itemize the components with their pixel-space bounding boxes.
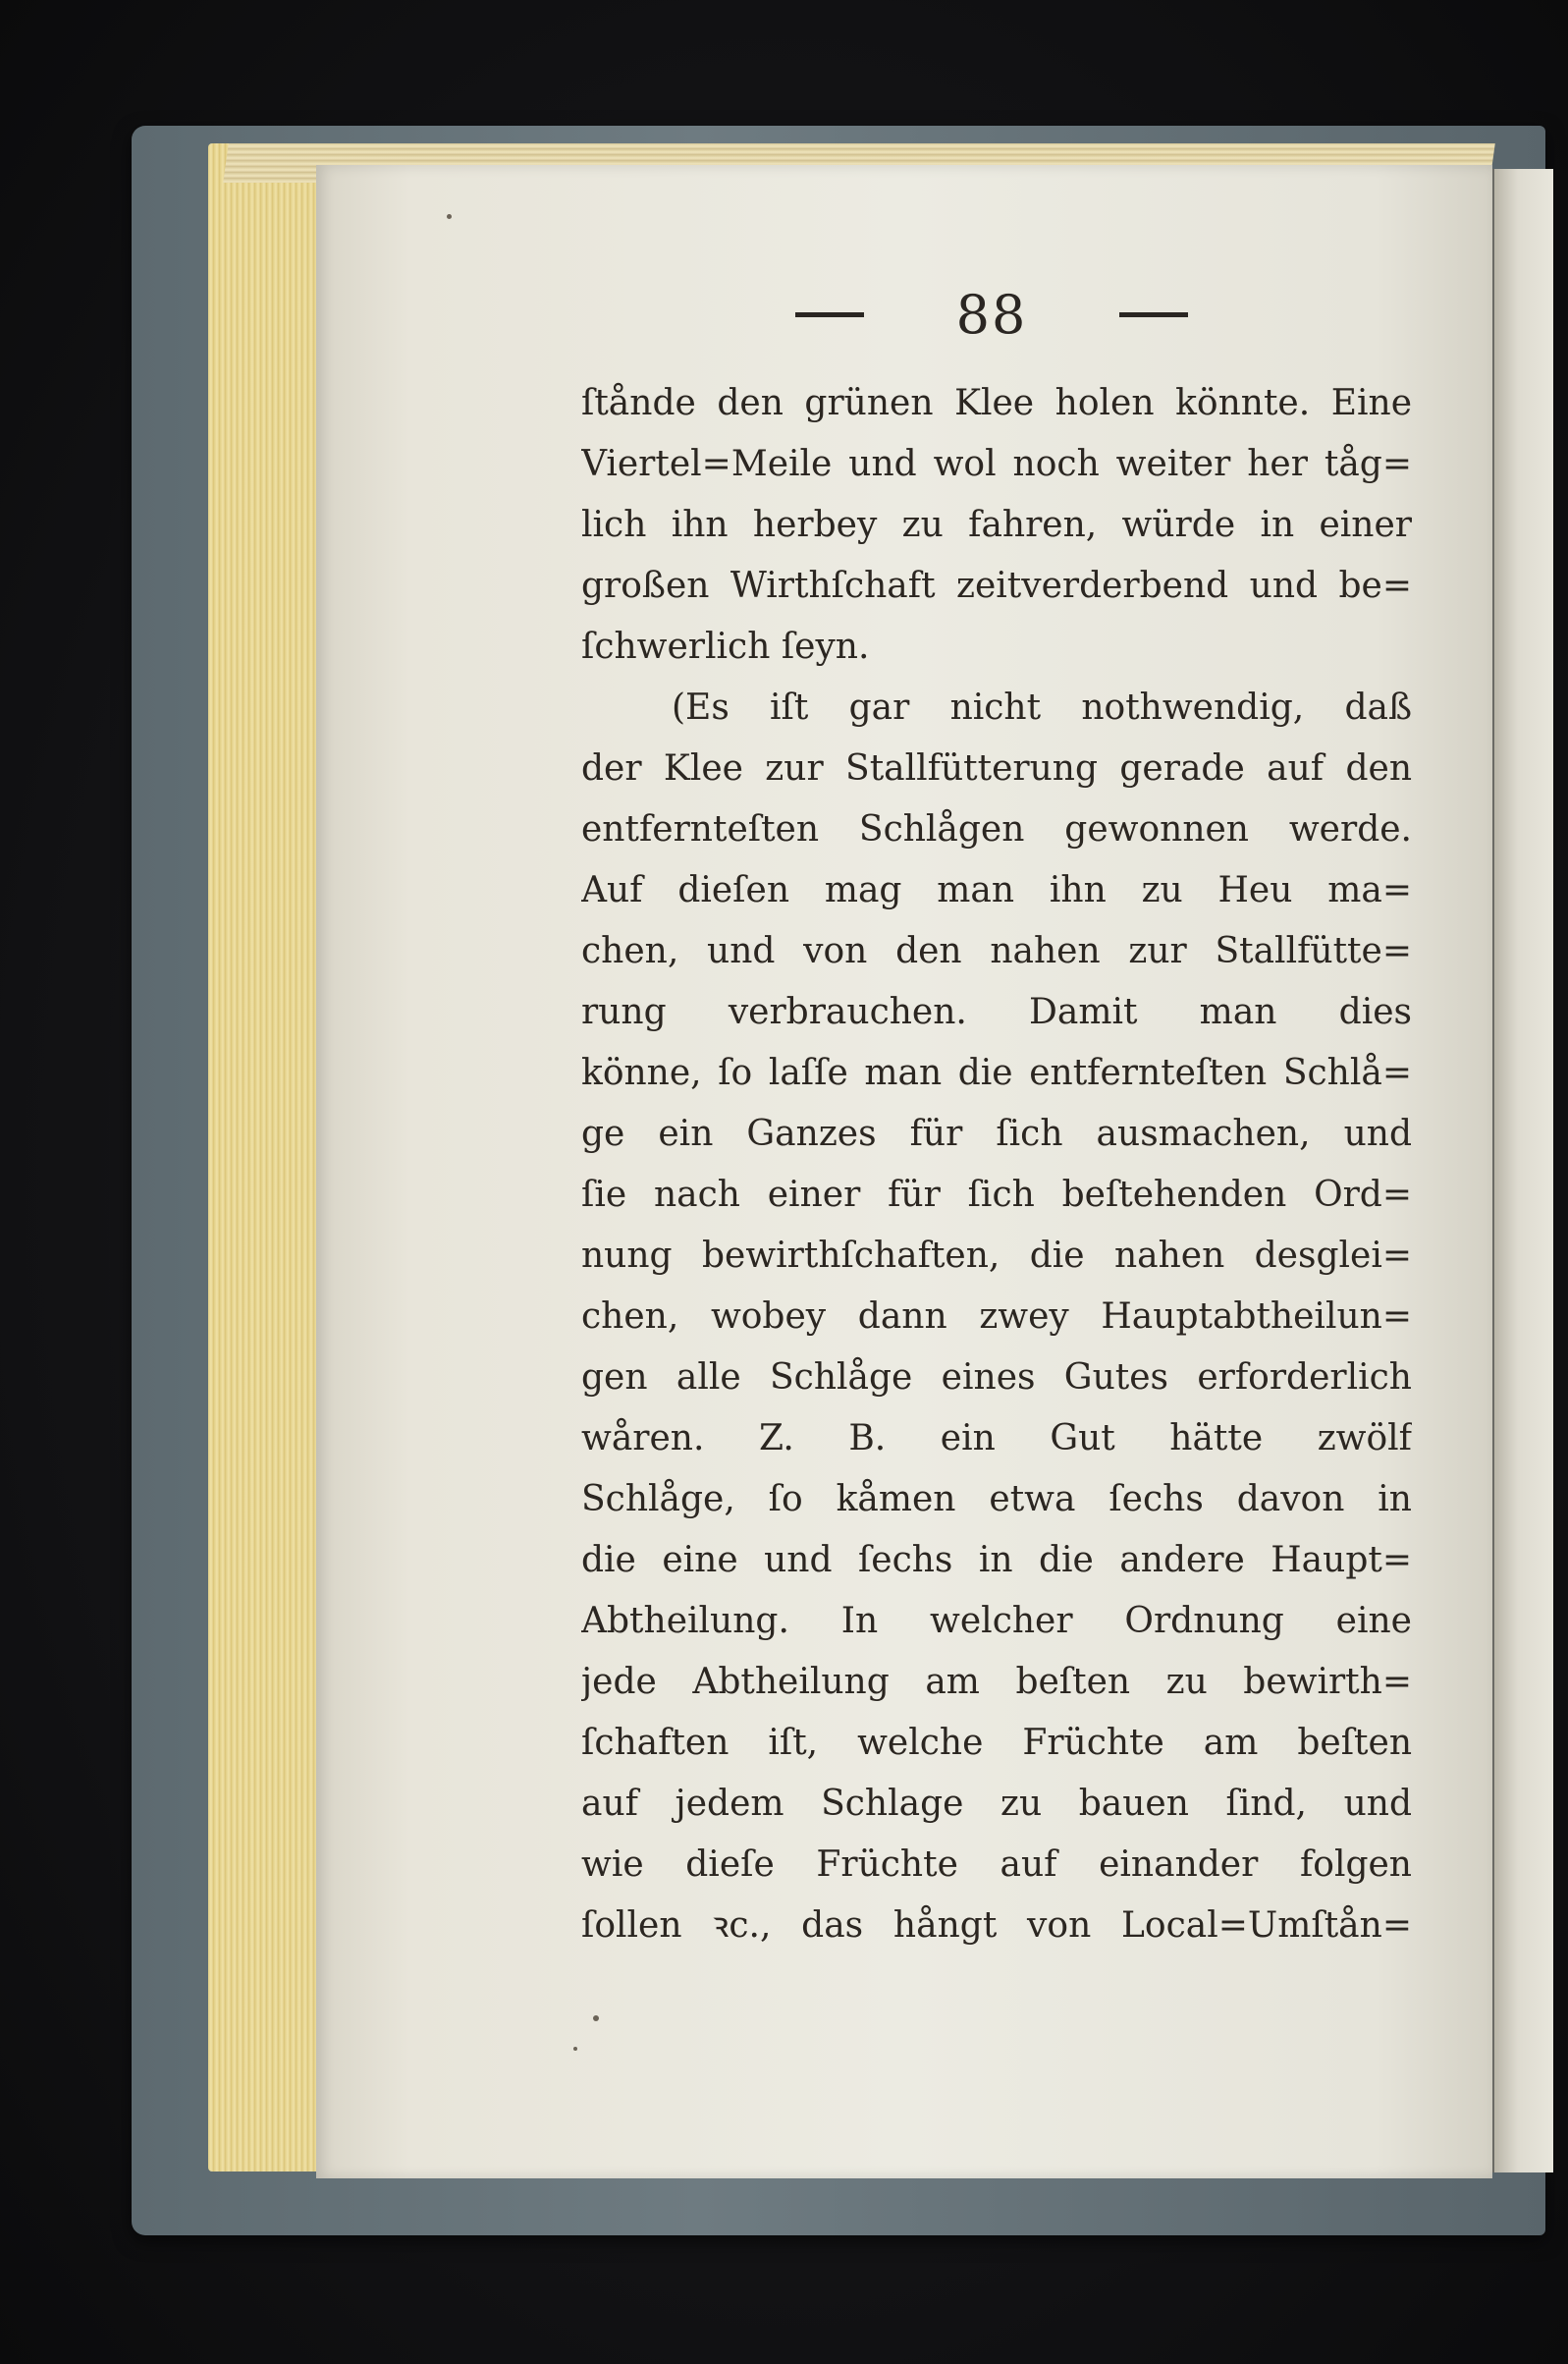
text-line: entfernteſten Schlågen gewonnen werde. [581, 809, 1412, 850]
body-text [581, 373, 1412, 1956]
text-line: könne, ſo laſſe man die entfernteſten Schlå= [581, 1053, 1412, 1093]
text-line: chen, und von den nahen zur Stallfütte= [581, 931, 1412, 971]
text-line: rung verbrauchen. Damit man dies [581, 992, 1412, 1032]
text-line: chen, wobey dann zwey Hauptabtheilun= [581, 1296, 1412, 1337]
text-line: Schlåge, ſo kåmen etwa ſechs davon in [581, 1479, 1412, 1519]
text-line: Abtheilung. In welcher Ordnung eine [581, 1601, 1412, 1641]
text-line: gen alle Schlåge eines Gutes erforderlich [581, 1357, 1412, 1398]
text-line: ge ein Ganzes für ſich ausmachen, und [581, 1114, 1412, 1154]
page-edges-gilt [208, 143, 326, 2172]
text-line: wie dieſe Früchte auf einander folgen [581, 1844, 1412, 1885]
paper-speck [573, 2047, 577, 2051]
header-dash-right [1119, 312, 1188, 317]
paper-speck [447, 214, 452, 219]
text-line: (Es iſt gar nicht nothwendig, daß [672, 687, 1412, 728]
text-line: ſchaften iſt, welche Früchte am beſten [581, 1723, 1412, 1763]
facing-page-edge [1492, 169, 1553, 2172]
text-line: ſtånde den grünen Klee holen könnte. Eine [581, 383, 1412, 423]
paper-speck [593, 2015, 599, 2021]
text-line: der Klee zur Stallfütterung gerade auf den [581, 748, 1412, 789]
text-line: die eine und ſechs in die andere Haupt= [581, 1540, 1412, 1580]
text-line: wåren. Z. B. ein Gut hätte zwölf [581, 1418, 1412, 1458]
text-line: auf jedem Schlage zu bauen ſind, und [581, 1784, 1412, 1824]
text-line: großen Wirthſchaft zeitverderbend und be= [581, 566, 1412, 606]
page-number: 88 [955, 283, 1028, 346]
text-line: ſchwerlich ſeyn. [581, 627, 870, 667]
text-line: nung bewirthſchaften, die nahen desglei= [581, 1236, 1412, 1276]
page-header [795, 280, 1188, 349]
text-line: ſollen ꝛc., das hångt von Local=Umſtån= [581, 1905, 1412, 1946]
text-line: Auf dieſen mag man ihn zu Heu ma= [581, 870, 1412, 910]
text-line: Viertel=Meile und wol noch weiter her tåg= [581, 444, 1412, 484]
header-dash-left [795, 312, 864, 317]
text-line: lich ihn herbey zu fahren, würde in einer [581, 505, 1412, 545]
text-line: jede Abtheilung am beſten zu bewirth= [581, 1662, 1412, 1702]
text-line: ſie nach einer für ſich beſtehenden Ord= [581, 1175, 1412, 1215]
